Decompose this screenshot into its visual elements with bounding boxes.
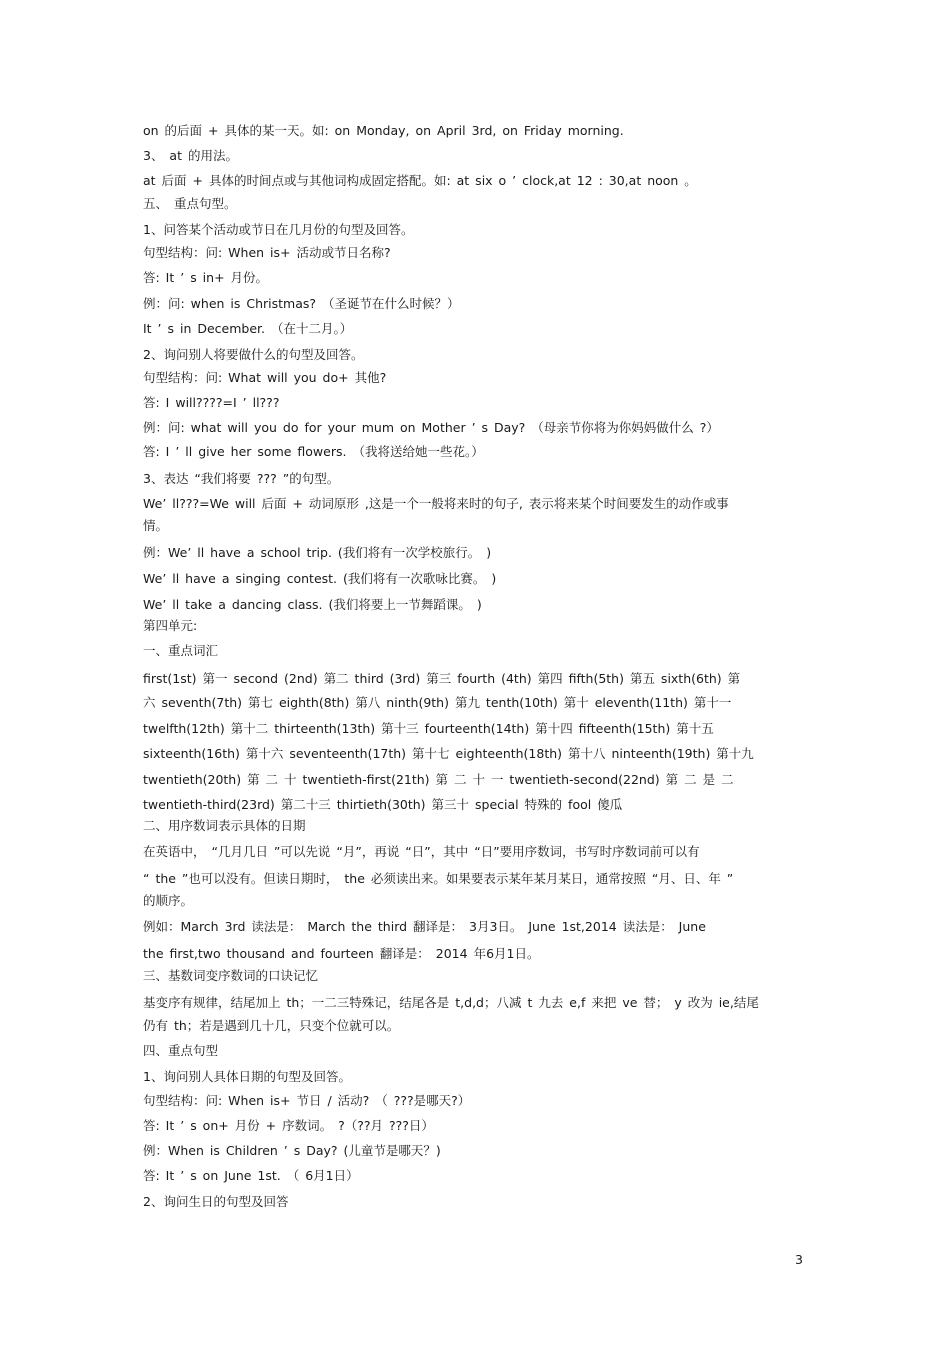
text-line: 仍有 th；若是遇到几十几，只变个位就可以。	[143, 1018, 400, 1033]
text-line: sixteenth(16th) 第十六 seventeenth(17th) 第十七 eighteenth(18th) 第十八 ninteenth(19th) 第十九	[143, 746, 754, 761]
text-line: on 的后面 + 具体的某一天。如: on Monday, on April 3rd, on Friday morning.	[143, 123, 624, 138]
page-number: 3	[795, 1252, 803, 1267]
text-line: twentieth(20th) 第 二 十 twentieth-first(21th) 第 二 十 一 twentieth-second(22nd) 第 二 是 二	[143, 772, 734, 787]
section-heading: 四、重点句型	[143, 1043, 219, 1058]
text-line: first(1st) 第一 second (2nd) 第二 third (3rd) 第三 fourth (4th) 第四 fifth(5th) 第五 sixth(6th) 第	[143, 671, 741, 686]
section-heading: 三、基数词变序数词的口诀记忆	[143, 968, 319, 983]
text-line: 情。	[143, 518, 169, 533]
text-line: 答: I ’ ll give her some flowers. （我将送给她一些花。）	[143, 444, 484, 459]
text-line: 例：问: when is Christmas? （圣诞节在什么时候？）	[143, 296, 460, 311]
text-line: 例：问: what will you do for your mum on Mother ’ s Day? （母亲节你将为你妈妈做什么 ?）	[143, 420, 719, 435]
text-line: 3、表达 “我们将要 ??? ”的句型。	[143, 471, 340, 486]
text-line: We’ ll have a singing contest. (我们将有一次歌咏比赛。 )	[143, 571, 497, 586]
text-line: twentieth-third(23rd) 第二十三 thirtieth(30th) 第三十 special 特殊的 fool 傻瓜	[143, 797, 623, 812]
text-line: 答: It ’ s on+ 月份 + 序数词。 ?（??月 ???日）	[143, 1118, 434, 1133]
text-line: the first,two thousand and fourteen 翻译是： 2014 年6月1日。	[143, 946, 540, 961]
text-line: 2、询问别人将要做什么的句型及回答。	[143, 347, 364, 362]
text-line: We’ ll take a dancing class. (我们将要上一节舞蹈课。 )	[143, 597, 482, 612]
text-line: 在英语中， “几月几日 ”可以先说 “月”，再说 “日”，其中 “日”要用序数词，书写时序数词前可以有	[143, 844, 700, 859]
text-line: 1、问答某个活动或节日在几月份的句型及回答。	[143, 222, 414, 237]
text-line: at 后面 + 具体的时间点或与其他词构成固定搭配。如: at six o ’ clock,at 12 : 30,at noon 。	[143, 173, 697, 188]
text-line: 的顺序。	[143, 893, 194, 908]
section-heading: 五、 重点句型。	[143, 196, 237, 211]
text-line: 句型结构：问: What will you do+ 其他?	[143, 370, 387, 385]
text-line: 1、询问别人具体日期的句型及回答。	[143, 1069, 351, 1084]
text-line: 答: I will????=I ’ ll???	[143, 395, 280, 410]
text-line: twelfth(12th) 第十二 thirteenth(13th) 第十三 fourteenth(14th) 第十四 fifteenth(15th) 第十五	[143, 721, 714, 736]
text-line: It ’ s in December. （在十二月。）	[143, 321, 353, 336]
text-line: 例如：March 3rd 读法是： March the third 翻译是： 3月3日。 June 1st,2014 读法是： June	[143, 919, 706, 934]
text-line: 例：We’ ll have a school trip. (我们将有一次学校旅行。 )	[143, 545, 492, 560]
section-heading: 一、重点词汇	[143, 643, 219, 658]
text-line: “ the ”也可以没有。但读日期时， the 必须读出来。如果要表示某年某月某日，通常按照 “月、日、年 ”	[143, 871, 734, 886]
text-line: 2、询问生日的句型及回答	[143, 1194, 289, 1209]
text-line: 3、 at 的用法。	[143, 148, 238, 163]
text-line: 答: It ’ s in+ 月份。	[143, 270, 269, 285]
text-line: 例：When is Children ’ s Day? (儿童节是哪天？)	[143, 1143, 441, 1158]
text-line: We’ ll???=We will 后面 + 动词原形 ,这是一个一般将来时的句子, 表示将来某个时间要发生的动作或事	[143, 496, 729, 511]
text-line: 六 seventh(7th) 第七 eighth(8th) 第八 ninth(9th) 第九 tenth(10th) 第十 eleventh(11th) 第十一	[143, 695, 732, 710]
text-line: 基变序有规律，结尾加上 th；一二三特殊记，结尾各是 t,d,d；八减 t 九去 e,f 来把 ve 替； y 改为 ie,结尾	[143, 995, 759, 1010]
text-line: 句型结构：问: When is+ 节日 / 活动? （ ???是哪天?）	[143, 1093, 471, 1108]
text-line: 句型结构：问: When is+ 活动或节日名称?	[143, 245, 391, 260]
text-line: 答: It ’ s on June 1st. （ 6月1日）	[143, 1168, 359, 1183]
section-heading: 二、用序数词表示具体的日期	[143, 818, 306, 833]
unit-heading: 第四单元:	[143, 618, 198, 633]
